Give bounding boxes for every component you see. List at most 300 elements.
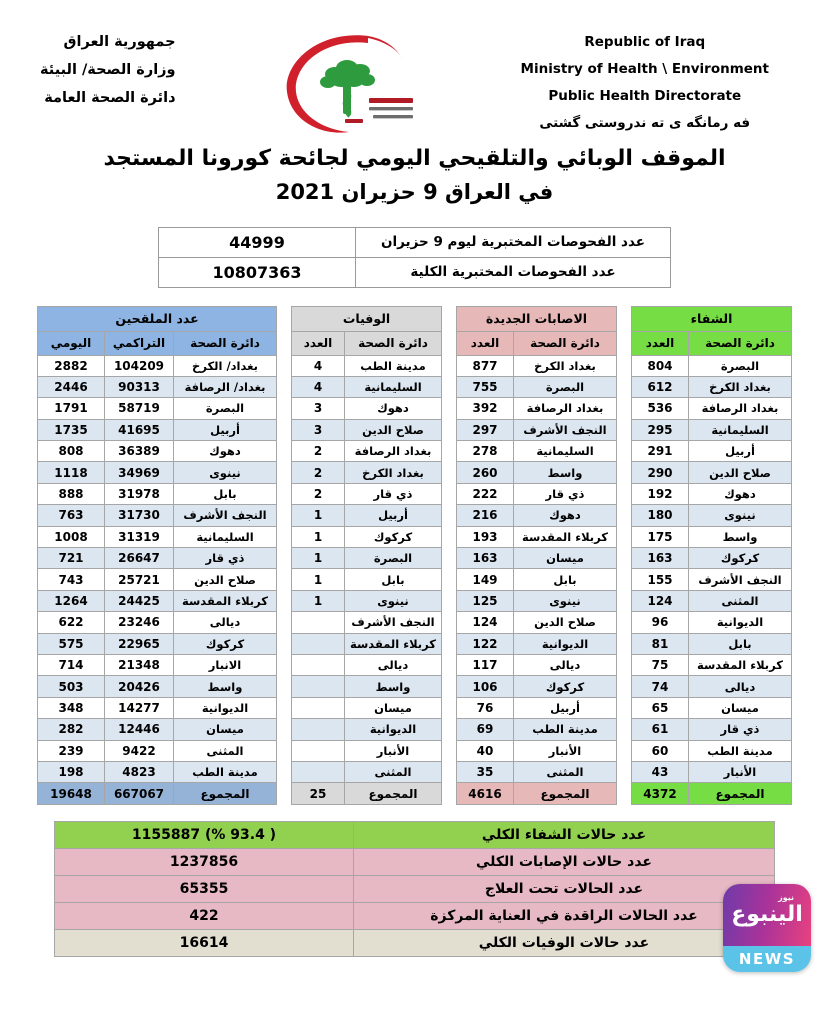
table-row (38, 483, 277, 504)
logo-bottom-band (723, 946, 811, 972)
table-title-row (457, 306, 617, 331)
summary-row-value: 65355 (55, 875, 354, 902)
vaccinated-col-cumulative: التراكمي (105, 331, 174, 355)
row-value: 40 (457, 740, 514, 761)
header-kurdish-line: فه رمانگه ى ته ندروستى گشتى (539, 114, 751, 131)
header-arabic-line-3: دائرة الصحة العامة (44, 89, 176, 106)
deaths-col-count: العدد (292, 331, 345, 355)
table-row (292, 569, 442, 590)
new-cases-col-count: العدد (457, 331, 514, 355)
row-value: 69 (457, 719, 514, 740)
row-value: 117 (457, 654, 514, 675)
row-value: 282 (38, 719, 105, 740)
row-value: 106 (457, 676, 514, 697)
deaths-col-name: دائرة الصحة (345, 331, 442, 355)
row-value: 1 (292, 569, 345, 590)
summary-row-label: عدد حالات الوفيات الكلي (354, 929, 775, 956)
table-row (457, 697, 617, 718)
row-value: 877 (457, 355, 514, 376)
table-row (632, 569, 792, 590)
row-governorate-name: أربيل (174, 419, 277, 440)
row-governorate-name: بغداد الرصافة (514, 398, 617, 419)
row-governorate-name: الديوانية (174, 697, 277, 718)
row-governorate-name: المثنى (514, 761, 617, 782)
row-governorate-name: مدينة الطب (174, 761, 277, 782)
table-row (632, 441, 792, 462)
table-row (292, 761, 442, 782)
row-governorate-name: ميسان (514, 548, 617, 569)
row-value: 41695 (105, 419, 174, 440)
summary-row-value: 1237856 (55, 848, 354, 875)
row-governorate-name: النجف الأشرف (174, 505, 277, 526)
row-value: 260 (457, 462, 514, 483)
row-value: 43 (632, 761, 689, 782)
table-row (457, 676, 617, 697)
table-row (457, 569, 617, 590)
report-title (0, 142, 829, 209)
row-value: 96 (632, 612, 689, 633)
row-value: 2 (292, 483, 345, 504)
row-value: 60 (632, 740, 689, 761)
row-governorate-name: المثنى (689, 590, 792, 611)
header-arabic-block (40, 22, 176, 109)
row-governorate-name: كربلاء المقدسة (689, 654, 792, 675)
vaccinated-table-title: عدد الملقحين (38, 306, 277, 331)
total-label: المجموع (514, 783, 617, 804)
table-row (457, 505, 617, 526)
table-row (38, 676, 277, 697)
table-row (632, 548, 792, 569)
new-cases-table-body (457, 355, 617, 804)
row-value: 536 (632, 398, 689, 419)
row-value: 192 (632, 483, 689, 504)
table-row (292, 526, 442, 547)
table-row (457, 526, 617, 547)
recoveries-table-body (632, 355, 792, 804)
total-value: 25 (292, 783, 345, 804)
row-value: 763 (38, 505, 105, 526)
table-total-row (632, 783, 792, 804)
row-governorate-name: بغداد الكرخ (689, 376, 792, 397)
table-row (457, 419, 617, 440)
row-value: 2 (292, 441, 345, 462)
row-value: 9422 (105, 740, 174, 761)
table-row (457, 441, 617, 462)
table-row (632, 355, 792, 376)
total-value: 4372 (632, 783, 689, 804)
recoveries-table-block (631, 306, 792, 805)
header-arabic-line-1: جمهورية العراق (63, 34, 176, 50)
row-value: 23246 (105, 612, 174, 633)
table-row (38, 569, 277, 590)
row-governorate-name: كربلاء المقدسة (514, 526, 617, 547)
row-governorate-name: أربيل (514, 697, 617, 718)
table-row (38, 441, 277, 462)
vaccinated-table (37, 306, 277, 805)
row-value: 175 (632, 526, 689, 547)
row-governorate-name: دهوك (514, 505, 617, 526)
table-row (38, 719, 277, 740)
row-value: 3 (292, 419, 345, 440)
summary-row (55, 875, 775, 902)
row-value (292, 740, 345, 761)
table-header-row (632, 331, 792, 355)
row-governorate-name: ذي قار (514, 483, 617, 504)
new-cases-table-title: الاصابات الجديدة (457, 306, 617, 331)
row-governorate-name: النجف الأشرف (345, 612, 442, 633)
row-value: 4 (292, 355, 345, 376)
table-row (292, 590, 442, 611)
row-value: 1264 (38, 590, 105, 611)
row-value: 2 (292, 462, 345, 483)
table-row (632, 719, 792, 740)
table-row (457, 548, 617, 569)
summary-table (54, 821, 775, 957)
row-governorate-name: كركوك (345, 526, 442, 547)
new-cases-table (456, 306, 617, 805)
row-value: 4823 (105, 761, 174, 782)
table-row (38, 761, 277, 782)
row-value: 180 (632, 505, 689, 526)
row-governorate-name: ديالى (514, 654, 617, 675)
table-row (38, 462, 277, 483)
table-row (457, 355, 617, 376)
row-value: 1 (292, 590, 345, 611)
table-row (159, 227, 671, 257)
row-governorate-name: ميسان (345, 697, 442, 718)
row-governorate-name: بغداد الكرخ (345, 462, 442, 483)
row-value (292, 761, 345, 782)
row-governorate-name: كربلاء المقدسة (174, 590, 277, 611)
row-governorate-name: دهوك (689, 483, 792, 504)
total-label: المجموع (689, 783, 792, 804)
deaths-table-block (291, 306, 442, 805)
table-header-row (292, 331, 442, 355)
row-governorate-name: أربيل (345, 505, 442, 526)
table-row (38, 398, 277, 419)
table-row (292, 419, 442, 440)
row-governorate-name: بابل (345, 569, 442, 590)
row-governorate-name: بابل (689, 633, 792, 654)
row-governorate-name: نينوى (174, 462, 277, 483)
row-value (292, 612, 345, 633)
row-governorate-name: النجف الأشرف (689, 569, 792, 590)
table-row (632, 398, 792, 419)
table-row (632, 419, 792, 440)
vaccinated-col-daily: اليومي (38, 331, 105, 355)
row-value: 808 (38, 441, 105, 462)
table-row (457, 462, 617, 483)
row-value: 31319 (105, 526, 174, 547)
governorate-tables-row (0, 306, 829, 805)
table-row (292, 740, 442, 761)
row-governorate-name: واسط (689, 526, 792, 547)
total-value: 4616 (457, 783, 514, 804)
row-value: 1 (292, 505, 345, 526)
table-row (457, 612, 617, 633)
table-title-row (292, 306, 442, 331)
row-governorate-name: السليمانية (174, 526, 277, 547)
table-row (457, 719, 617, 740)
alyanbou-news-logo (723, 884, 811, 972)
row-value: 278 (457, 441, 514, 462)
row-governorate-name: أربيل (689, 441, 792, 462)
row-value: 31978 (105, 483, 174, 504)
table-row (38, 419, 277, 440)
row-governorate-name: الديوانية (514, 633, 617, 654)
row-value: 76 (457, 697, 514, 718)
lab-tests-table-wrapper (0, 227, 829, 288)
new-cases-table-block (456, 306, 617, 805)
row-value: 20426 (105, 676, 174, 697)
summary-table-body (55, 821, 775, 956)
table-row (38, 355, 277, 376)
table-row (632, 483, 792, 504)
summary-row (55, 821, 775, 848)
row-value: 34969 (105, 462, 174, 483)
table-row (38, 612, 277, 633)
row-value: 714 (38, 654, 105, 675)
row-value (292, 719, 345, 740)
table-row (457, 398, 617, 419)
row-governorate-name: الانبار (174, 654, 277, 675)
row-governorate-name: بغداد الرصافة (689, 398, 792, 419)
row-governorate-name: دهوك (345, 398, 442, 419)
row-value: 721 (38, 548, 105, 569)
row-value: 155 (632, 569, 689, 590)
report-title-line-1: الموقف الوبائي والتلقيحي اليومي لجائحة كورونا المستجد (103, 146, 726, 171)
table-title-row (38, 306, 277, 331)
row-governorate-name: كربلاء المقدسة (345, 633, 442, 654)
header-english-line-1: Republic of Iraq (584, 34, 706, 50)
table-row (292, 355, 442, 376)
row-governorate-name: صلاح الدين (345, 419, 442, 440)
row-value (292, 654, 345, 675)
table-row (38, 548, 277, 569)
row-value: 90313 (105, 376, 174, 397)
summary-table-wrapper (0, 821, 829, 957)
ministry-of-health-emblem-icon (273, 22, 423, 140)
row-governorate-name: كركوك (174, 633, 277, 654)
table-row (632, 633, 792, 654)
row-governorate-name: ميسان (689, 697, 792, 718)
row-value: 61 (632, 719, 689, 740)
row-value: 1735 (38, 419, 105, 440)
row-value: 12446 (105, 719, 174, 740)
row-governorate-name: ديالى (345, 654, 442, 675)
row-governorate-name: ميسان (174, 719, 277, 740)
new-cases-col-name: دائرة الصحة (514, 331, 617, 355)
row-value: 392 (457, 398, 514, 419)
table-row (292, 654, 442, 675)
row-governorate-name: صلاح الدين (514, 612, 617, 633)
row-governorate-name: بغداد الرصافة (345, 441, 442, 462)
row-value: 163 (457, 548, 514, 569)
row-governorate-name: واسط (514, 462, 617, 483)
row-governorate-name: مدينة الطب (345, 355, 442, 376)
table-row (457, 740, 617, 761)
row-governorate-name: واسط (345, 676, 442, 697)
row-governorate-name: البصرة (689, 355, 792, 376)
table-row (632, 462, 792, 483)
row-governorate-name: المثنى (345, 761, 442, 782)
row-value: 743 (38, 569, 105, 590)
row-governorate-name: النجف الأشرف (514, 419, 617, 440)
row-value: 58719 (105, 398, 174, 419)
table-row (159, 257, 671, 287)
table-row (38, 654, 277, 675)
row-value: 2446 (38, 376, 105, 397)
table-row (457, 483, 617, 504)
row-governorate-name: البصرة (514, 376, 617, 397)
table-row (632, 676, 792, 697)
recoveries-table (631, 306, 792, 805)
row-governorate-name: صلاح الدين (689, 462, 792, 483)
report-title-line-2: في العراق 9 حزيران 2021 (275, 180, 554, 204)
row-value: 2882 (38, 355, 105, 376)
row-value (292, 633, 345, 654)
row-value: 1 (292, 526, 345, 547)
row-value: 290 (632, 462, 689, 483)
vaccinated-table-body (38, 355, 277, 804)
row-value: 74 (632, 676, 689, 697)
recoveries-col-count: العدد (632, 331, 689, 355)
header-english-line-2: Ministry of Health \ Environment (520, 60, 769, 77)
table-row (38, 505, 277, 526)
row-value: 81 (632, 633, 689, 654)
row-value: 124 (632, 590, 689, 611)
header-english-line-3: Public Health Directorate (548, 87, 742, 104)
table-row (632, 612, 792, 633)
row-governorate-name: البصرة (174, 398, 277, 419)
row-value: 36389 (105, 441, 174, 462)
row-value: 348 (38, 697, 105, 718)
table-row (292, 697, 442, 718)
row-governorate-name: بابل (514, 569, 617, 590)
table-row (292, 398, 442, 419)
total-tests-label: عدد الفحوصات المختبرية الكلية (356, 257, 671, 287)
row-governorate-name: السليمانية (514, 441, 617, 462)
row-value: 575 (38, 633, 105, 654)
table-row (292, 612, 442, 633)
row-value: 193 (457, 526, 514, 547)
daily-tests-label: عدد الفحوصات المختبرية ليوم 9 حزيران (356, 227, 671, 257)
logo-superscript-text: نيوز (778, 893, 794, 902)
row-value: 503 (38, 676, 105, 697)
deaths-table-title: الوفيات (292, 306, 442, 331)
table-row (632, 697, 792, 718)
table-row (632, 654, 792, 675)
table-total-row (38, 783, 277, 804)
recoveries-table-title: الشفاء (632, 306, 792, 331)
table-row (457, 761, 617, 782)
table-row (38, 526, 277, 547)
table-title-row (632, 306, 792, 331)
row-value: 198 (38, 761, 105, 782)
row-governorate-name: الديوانية (689, 612, 792, 633)
header-english-block (521, 22, 769, 134)
table-header-row (38, 331, 277, 355)
daily-tests-value: 44999 (159, 227, 356, 257)
table-row (632, 590, 792, 611)
table-row (292, 633, 442, 654)
row-governorate-name: نينوى (689, 505, 792, 526)
row-governorate-name: بغداد/ الكرخ (174, 355, 277, 376)
row-value: 75 (632, 654, 689, 675)
row-governorate-name: ديالى (174, 612, 277, 633)
table-row (292, 719, 442, 740)
row-governorate-name: صلاح الدين (174, 569, 277, 590)
row-value: 65 (632, 697, 689, 718)
row-value: 622 (38, 612, 105, 633)
row-governorate-name: الأنبار (514, 740, 617, 761)
logo-top-band (723, 884, 811, 946)
table-row (632, 505, 792, 526)
table-row (457, 633, 617, 654)
deaths-table-body (292, 355, 442, 804)
row-value: 755 (457, 376, 514, 397)
row-governorate-name: ذي قار (174, 548, 277, 569)
row-value: 291 (632, 441, 689, 462)
row-value: 216 (457, 505, 514, 526)
row-governorate-name: بغداد الكرخ (514, 355, 617, 376)
table-row (632, 526, 792, 547)
row-value: 31730 (105, 505, 174, 526)
row-governorate-name: السليمانية (689, 419, 792, 440)
row-value: 35 (457, 761, 514, 782)
summary-row (55, 848, 775, 875)
row-value (292, 676, 345, 697)
total-tests-value: 10807363 (159, 257, 356, 287)
row-value: 21348 (105, 654, 174, 675)
summary-row-value: 16614 (55, 929, 354, 956)
table-row (292, 505, 442, 526)
table-row (38, 633, 277, 654)
row-governorate-name: السليمانية (345, 376, 442, 397)
row-value: 297 (457, 419, 514, 440)
summary-row (55, 902, 775, 929)
summary-row-value: 1155887 (% 93.4 ) (55, 821, 354, 848)
row-value: 1 (292, 548, 345, 569)
table-row (632, 761, 792, 782)
row-governorate-name: المثنى (174, 740, 277, 761)
row-value (292, 697, 345, 718)
total-value: 667067 (105, 783, 174, 804)
table-row (292, 462, 442, 483)
row-governorate-name: مدينة الطب (689, 740, 792, 761)
row-value: 124 (457, 612, 514, 633)
row-governorate-name: ديالى (689, 676, 792, 697)
row-governorate-name: واسط (174, 676, 277, 697)
table-row (38, 740, 277, 761)
row-value: 14277 (105, 697, 174, 718)
header-arabic-line-2: وزارة الصحة/ البيئة (40, 61, 176, 78)
row-governorate-name: مدينة الطب (514, 719, 617, 740)
row-value: 1008 (38, 526, 105, 547)
row-governorate-name: دهوك (174, 441, 277, 462)
row-value: 25721 (105, 569, 174, 590)
table-row (38, 376, 277, 397)
table-row (292, 676, 442, 697)
total-label: المجموع (345, 783, 442, 804)
table-row (292, 441, 442, 462)
row-governorate-name: نينوى (345, 590, 442, 611)
table-total-row (457, 783, 617, 804)
lab-tests-table (158, 227, 671, 288)
row-governorate-name: كركوك (514, 676, 617, 697)
row-governorate-name: الأنبار (689, 761, 792, 782)
row-value: 239 (38, 740, 105, 761)
